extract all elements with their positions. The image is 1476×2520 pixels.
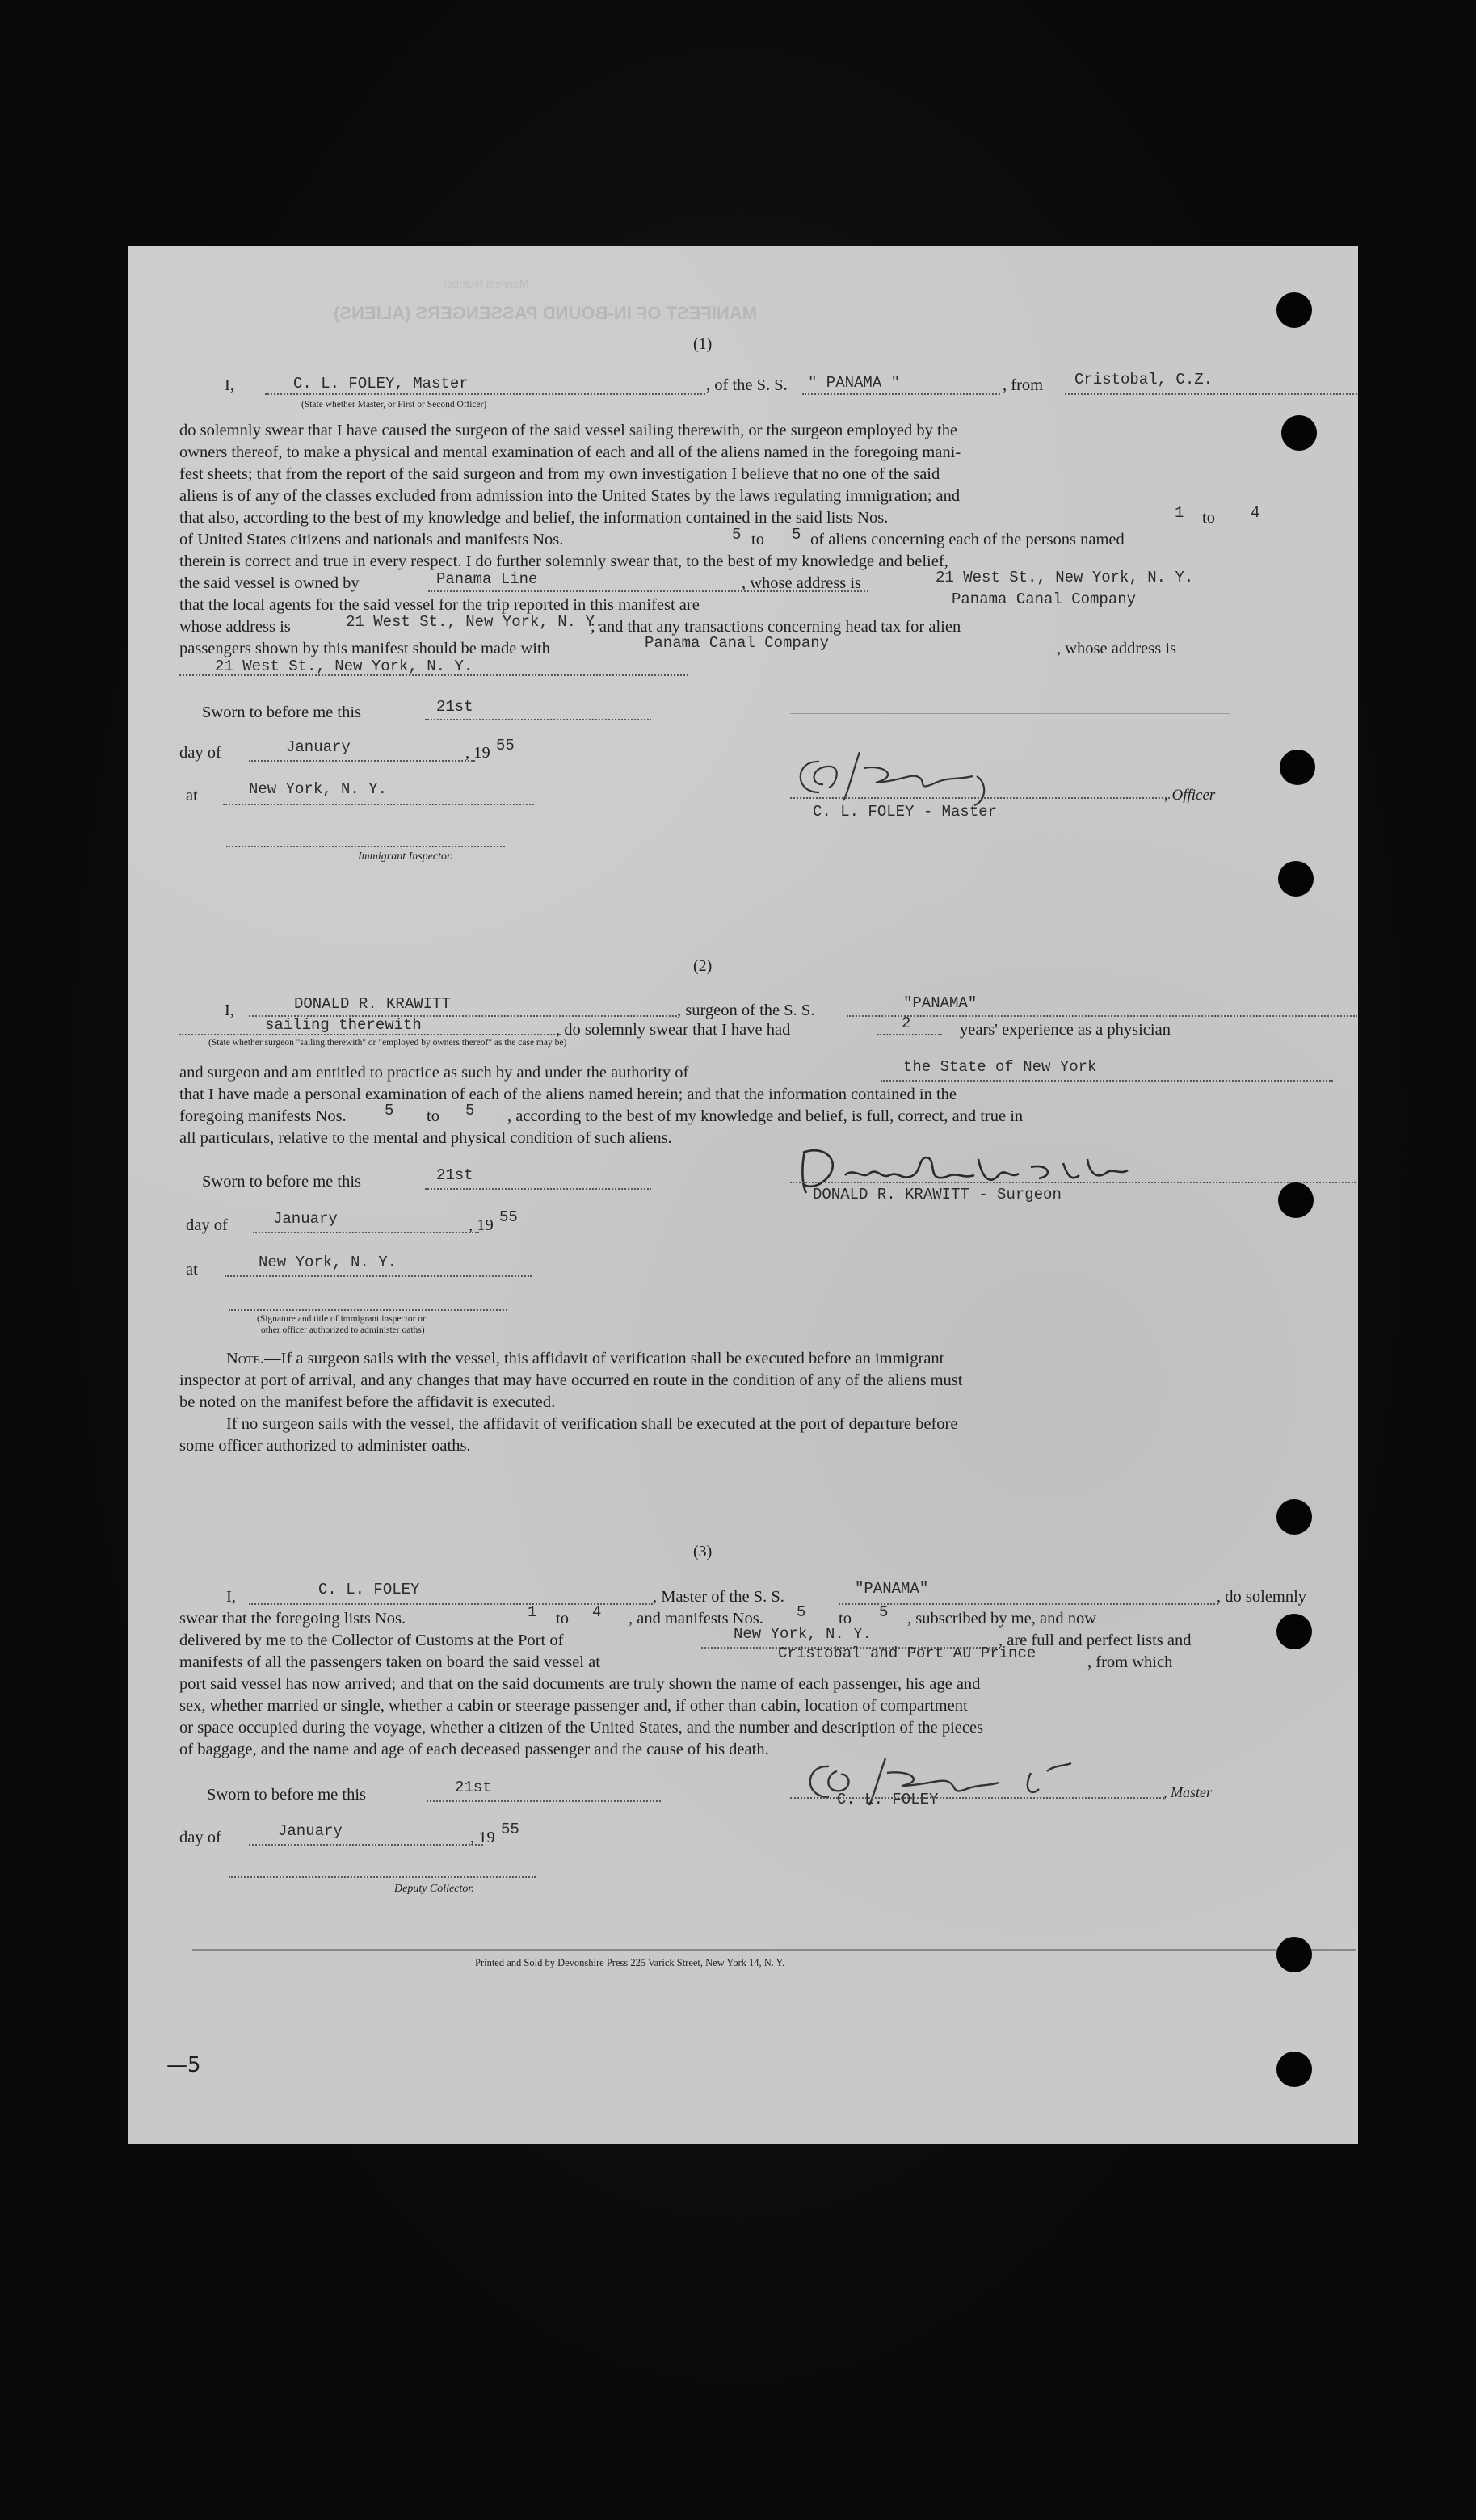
s3-master-name: C. L. FOLEY — [318, 1581, 420, 1598]
s2-note-3: be noted on the manifest before the affidavit is executed. — [179, 1393, 556, 1411]
binder-hole — [1276, 1499, 1312, 1535]
s1-to: to — [1202, 509, 1215, 527]
s2-line-5a: foregoing manifests Nos. — [179, 1107, 347, 1125]
s3-sworn-label: Sworn to before me this — [207, 1786, 366, 1804]
s3-line-2c: , subscribed by me, and now — [907, 1610, 1096, 1628]
s3-master-typed: C. L. FOLEY — [837, 1791, 939, 1808]
s2-line-6: all particulars, relative to the mental and physical condition of such aliens. — [179, 1129, 672, 1147]
s3-line-8: of baggage, and the name and age of each deceased passenger and the cause of his death. — [179, 1741, 769, 1758]
s1-line-7: therein is correct and true in every respect. I do further solemnly swear that, to the best of my knowledge and belief, — [179, 552, 948, 570]
s3-ship: "PANAMA" — [855, 1580, 929, 1598]
bleed-through-title: MANIFEST OF IN-BOUND PASSENGERS (ALIENS) — [334, 303, 757, 323]
s2-nos-from: 5 — [385, 1102, 394, 1119]
s2-line-5b: , according to the best of my knowledge and belief, is full, correct, and true in — [507, 1107, 1024, 1125]
s1-line-4: aliens is of any of the classes excluded from admission into the United States by the laws regulating immigration; and — [179, 487, 961, 505]
binder-hole — [1281, 415, 1317, 451]
section-1-number: (1) — [693, 335, 713, 353]
s1-headtax-text: ; and that any transactions concerning head tax for alien — [591, 618, 961, 636]
s3-to-2: to — [839, 1610, 852, 1628]
s1-line-10: whose address is — [179, 618, 291, 636]
s3-year-prefix: , 19 — [470, 1829, 495, 1846]
s1-owner: Panama Line — [436, 570, 538, 588]
s3-line-4a: manifests of all the passengers taken on board the said vessel at — [179, 1653, 600, 1671]
s2-at: at — [186, 1261, 198, 1279]
s1-i-label: I, — [225, 376, 234, 394]
s2-note-1-text: —If a surgeon sails with the vessel, this affidavit of verification shall be executed before an immigrant — [264, 1350, 944, 1367]
s2-line-4: that I have made a personal examination of each of the aliens named herein; and that the information contained in the — [179, 1086, 957, 1103]
s2-note-5: some officer authorized to administer oaths. — [179, 1437, 471, 1455]
s3-ports-taken: Cristobal and Port Au Prince — [778, 1644, 1037, 1662]
s2-sig-caption-1: (Signature and title of immigrant inspector or — [257, 1314, 426, 1324]
binder-hole — [1276, 2052, 1312, 2087]
s1-of-ss: , of the S. S. — [706, 376, 788, 394]
s1-line-1: do solemnly swear that I have caused the surgeon of the said vessel sailing therewith, or the surgeon employed by the — [179, 422, 958, 439]
s1-master-caption: (State whether Master, or First or Second Officer) — [301, 400, 487, 410]
s1-month: January — [286, 738, 351, 756]
s1-lists-to: 4 — [1251, 504, 1260, 522]
s3-day-of: day of — [179, 1829, 221, 1846]
s2-day-of: day of — [186, 1216, 228, 1234]
s1-day-of: day of — [179, 744, 221, 762]
binder-hole — [1278, 1182, 1314, 1218]
s1-agents: Panama Canal Company — [952, 590, 1137, 608]
s2-note-2: inspector at port of arrival, and any changes that may have occurred en route in the condition of any of the aliens must — [179, 1371, 963, 1389]
s3-man-to: 5 — [879, 1603, 889, 1621]
s1-line-3: fest sheets; that from the report of the said surgeon and from my own investigation I believe that no one of the said — [179, 465, 940, 483]
binder-hole — [1276, 1614, 1312, 1649]
s2-note-label: Note. — [226, 1350, 265, 1367]
s3-collector-caption: Deputy Collector. — [394, 1883, 474, 1895]
s1-owner-addr-label: , whose address is — [742, 574, 862, 592]
section-2-number: (2) — [693, 957, 713, 975]
s1-officer-label: , Officer — [1164, 787, 1216, 804]
s1-inspector-caption: Immigrant Inspector. — [358, 850, 453, 863]
s1-lists-from: 1 — [1175, 504, 1184, 522]
s3-master-label: , Master — [1163, 1784, 1212, 1800]
binder-hole — [1280, 750, 1315, 785]
s3-master-of: , Master of the S. S. — [653, 1588, 784, 1606]
s1-line-2: owners thereof, to make a physical and mental examination of each and all of the aliens named in the foregoing mani- — [179, 443, 961, 461]
footer-rule — [192, 1949, 1356, 1951]
s3-port: New York, N. Y. — [734, 1625, 873, 1643]
s1-manifests-to: 5 — [792, 526, 801, 544]
s1-line-5: that also, according to the best of my knowledge and belief, the information contained in the said lists Nos. — [179, 509, 889, 527]
s1-manifests-tail: of aliens concerning each of the persons named — [810, 531, 1125, 548]
binder-hole — [1278, 861, 1314, 897]
s2-year-prefix: , 19 — [469, 1216, 494, 1234]
s1-sworn-label: Sworn to before me this — [202, 704, 361, 721]
s2-surgeon-of: , surgeon of the S. S. — [677, 1002, 815, 1019]
s1-officer-signature — [787, 744, 1094, 808]
bleed-through-subtitle: Manifest Number — [443, 277, 529, 290]
s1-owner-addr: 21 West St., New York, N. Y. — [936, 569, 1194, 586]
s3-line-2a: swear that the foregoing lists Nos. — [179, 1610, 406, 1628]
s1-officer-typed: C. L. FOLEY - Master — [813, 803, 998, 821]
s3-solemnly: , do solemnly — [1217, 1588, 1307, 1606]
s3-line-6: sex, whether married or single, whether a cabin or steerage passenger and, if other than cabin, location of compartment — [179, 1697, 968, 1715]
s2-year: 55 — [499, 1208, 518, 1226]
s2-i-label: I, — [225, 1002, 234, 1019]
s3-month: January — [278, 1822, 343, 1840]
s2-surgeon-name: DONALD R. KRAWITT — [294, 995, 451, 1013]
section-3-number: (3) — [693, 1543, 713, 1560]
s1-line-11: passengers shown by this manifest should be made with — [179, 640, 550, 657]
s1-headtax-addr: 21 West St., New York, N. Y. — [215, 657, 473, 675]
s1-to-2: to — [751, 531, 764, 548]
s3-i-label: I, — [226, 1588, 236, 1606]
s2-sailing: sailing therewith — [265, 1016, 422, 1034]
s3-line-3b: , are full and perfect lists and — [999, 1632, 1192, 1649]
s2-sig-caption-2: other officer authorized to administer oaths) — [261, 1325, 425, 1335]
s2-sworn-day: 21st — [436, 1166, 473, 1184]
handwritten-mark: —5 — [166, 2053, 201, 2077]
s2-line-3: and surgeon and am entitled to practice as such by and under the authority of — [179, 1064, 689, 1082]
s2-to: to — [427, 1107, 439, 1125]
s2-sworn-label: Sworn to before me this — [202, 1173, 361, 1191]
s1-year-prefix: , 19 — [465, 744, 490, 762]
s1-year: 55 — [496, 737, 515, 754]
s2-years-tail: years' experience as a physician — [960, 1021, 1171, 1039]
s1-line-9: that the local agents for the said vessel for the trip reported in this manifest are — [179, 596, 700, 614]
s3-line-5: port said vessel has now arrived; and that on the said documents are truly shown the name of each passenger, his age and — [179, 1675, 981, 1693]
s1-agents-addr: 21 West St., New York, N. Y. — [346, 613, 604, 631]
s3-line-2b: , and manifests Nos. — [629, 1610, 763, 1628]
s2-years: 2 — [902, 1014, 911, 1032]
binder-hole — [1276, 292, 1312, 328]
s1-master-name: C. L. FOLEY, Master — [293, 375, 469, 393]
s1-headtax-addr-label: , whose address is — [1057, 640, 1177, 657]
s2-month: January — [273, 1210, 338, 1228]
printer-credit: Printed and Sold by Devonshire Press 225 Varick Street, New York 14, N. Y. — [475, 1957, 785, 1968]
s3-man-from: 5 — [797, 1603, 806, 1621]
s3-line-4b: , from which — [1087, 1653, 1173, 1671]
s1-line-6: of United States citizens and nationals and manifests Nos. — [179, 531, 564, 548]
s1-sworn-day: 21st — [436, 698, 473, 716]
s1-at: at — [186, 787, 198, 804]
s2-ship: "PANAMA" — [903, 994, 978, 1012]
s1-from-label: , from — [1003, 376, 1044, 394]
s1-place: New York, N. Y. — [249, 780, 388, 798]
affidavit-page — [128, 246, 1358, 2144]
s3-lists-from: 1 — [528, 1603, 537, 1621]
s1-headtax-with: Panama Canal Company — [645, 634, 830, 652]
s3-line-7: or space occupied during the voyage, whether a citizen of the United States, and the number and description of the pieces — [179, 1719, 984, 1737]
s2-nos-to: 5 — [465, 1102, 475, 1119]
s2-place: New York, N. Y. — [259, 1254, 397, 1271]
s1-manifests-from: 5 — [732, 526, 742, 544]
binder-hole — [1276, 1937, 1312, 1972]
s3-line-3a: delivered by me to the Collector of Customs at the Port of — [179, 1632, 564, 1649]
s2-authority: the State of New York — [903, 1058, 1097, 1076]
s3-lists-to: 4 — [592, 1603, 602, 1621]
s1-line-8: the said vessel is owned by — [179, 574, 360, 592]
s3-to: to — [556, 1610, 569, 1628]
s1-from-value: Cristobal, C.Z. — [1074, 371, 1213, 388]
s2-swear-text: , do solemnly swear that I have had — [556, 1021, 791, 1039]
s2-surgeon-typed: DONALD R. KRAWITT - Surgeon — [813, 1186, 1062, 1203]
s2-note-4: If no surgeon sails with the vessel, the affidavit of verification shall be executed at the port of departure before — [226, 1415, 958, 1433]
s1-ship: " PANAMA " — [808, 374, 901, 392]
s2-sailing-caption: (State whether surgeon "sailing therewith" or "employed by owners thereof" as the case may be) — [208, 1038, 567, 1048]
s3-year: 55 — [501, 1821, 519, 1838]
s3-sworn-day: 21st — [455, 1779, 492, 1796]
s2-note-1 — [226, 1349, 944, 1368]
